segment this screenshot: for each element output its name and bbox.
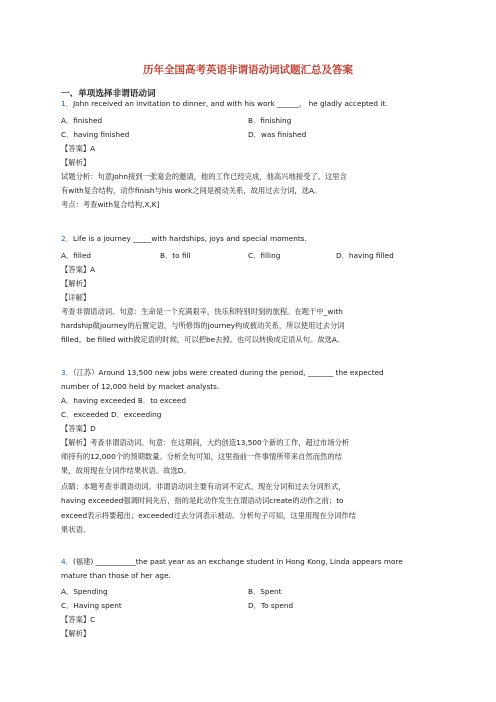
question-number: 3． — [61, 368, 73, 377]
q3-analysis-line-3: 果，故用现在分词作结果状语。故选D。 — [61, 466, 191, 475]
q1-point: 考点：考查with复合结构,X,K] — [61, 200, 160, 209]
q3-answer: 【答案】D — [61, 424, 96, 433]
q1-option-b: B．finishing — [248, 116, 292, 125]
q3-point-line-3: exceed表示将要超出；exceeded过去分词表示被动。分析句子可知，这里用现在分词作结 — [61, 511, 356, 520]
q4-analysis-tag: 【解析】 — [61, 629, 91, 638]
question-text: Life is a journey _____with hardships, joys and special moments. — [72, 234, 307, 243]
q1-answer: 【答案】A — [61, 144, 96, 153]
q2-analysis-tag: 【解析】 — [61, 279, 91, 288]
question-4-stem-line-1 — [61, 557, 403, 567]
q2-option-c: C．filling — [248, 251, 281, 260]
section-heading: 一、单项选择非谓语动词 — [61, 89, 156, 99]
page-title: 历年全国高考英语非谓语动词试题汇总及答案 — [143, 64, 353, 76]
question-number: 1． — [61, 99, 73, 108]
q2-detail-line-2: hardship做journey的后置定语，与所修饰的journey构成被动关系，所以使用过去分词 — [61, 321, 345, 330]
q4-option-a: A．Spending — [61, 587, 108, 596]
question-3-stem-line-2: number of 12,000 held by market analysts. — [61, 382, 220, 391]
q3-options-cd: C．exceeded D．exceeding — [61, 410, 162, 419]
q4-option-d: D．To spend — [248, 601, 294, 610]
q1-option-d: D．was finished — [248, 130, 307, 139]
q1-analysis-tag: 【解析】 — [61, 158, 91, 167]
question-4-stem-line-2: mature than those of her age. — [61, 571, 171, 580]
q4-answer: 【答案】C — [61, 615, 96, 624]
q3-analysis-line-2: 师持有的12,000个的预期数量。分析全句可知，这里指前一件事情所带来自然而然的结 — [61, 452, 342, 461]
question-number: 2． — [61, 234, 73, 243]
question-2-stem — [61, 234, 307, 244]
q2-detail-line-3: filled。be filled with做定语的时候，可以把be去掉。也可以转换成定语从句。故选A。 — [61, 335, 345, 344]
q4-option-b: B．Spent — [248, 587, 282, 596]
q1-analysis-line-1: 试题分析：句意John接到一张宴会的邀请，他的工作已经完成，他高兴地接受了。这里含 — [61, 172, 347, 181]
q1-analysis-line-2: 有with复合结构，动作finish与his work之间是被动关系，故用过去分词，选A。 — [61, 186, 322, 195]
q3-analysis-line-1: 【解析】考查非谓语动词。句意：在这期间，大约创造13,500个新的工作，超过市场分析 — [61, 438, 350, 447]
q2-detail-tag: 【详解】 — [61, 293, 91, 302]
q2-option-d: D．having filled — [336, 251, 394, 260]
q2-answer: 【答案】A — [61, 265, 96, 274]
q3-point-line-2: having exceeded强调时间先后，指的是此动作发生在谓语动词create的动作之前；to — [61, 496, 344, 505]
q2-detail-line-1: 考查非谓语动词。句意：生命是一个充满艰辛，快乐和特别时刻的旅程。在题干中_with — [61, 307, 343, 316]
question-1-stem — [61, 99, 388, 109]
q3-point-line-1: 点睛：本题考查非谓语动词。非谓语动词主要有动词不定式、现在分词和过去分词形式， — [61, 482, 346, 491]
q1-option-c: C．having finished — [61, 130, 130, 139]
question-number: 4． — [61, 557, 73, 566]
q4-option-c: C．Having spent — [61, 601, 122, 610]
question-text: （江苏）Around 13,500 new jobs were created during the period, _______ the expected — [72, 368, 384, 377]
question-text: (福建) ___________the past year as an exchange student in Hong Kong, Linda appears more — [72, 557, 403, 566]
question-3-stem-line-1 — [61, 368, 384, 378]
q1-option-a: A．finished — [61, 116, 103, 125]
q3-options-ab: A．having exceeded B．to exceed — [61, 396, 187, 405]
q2-option-a: A．filled — [61, 251, 92, 260]
q2-option-b: B．to fill — [160, 251, 191, 260]
q3-point-line-4: 果状语。 — [61, 525, 91, 534]
question-text: John received an invitation to dinner, and with his work ______， he gladly accepted it. — [72, 99, 388, 108]
